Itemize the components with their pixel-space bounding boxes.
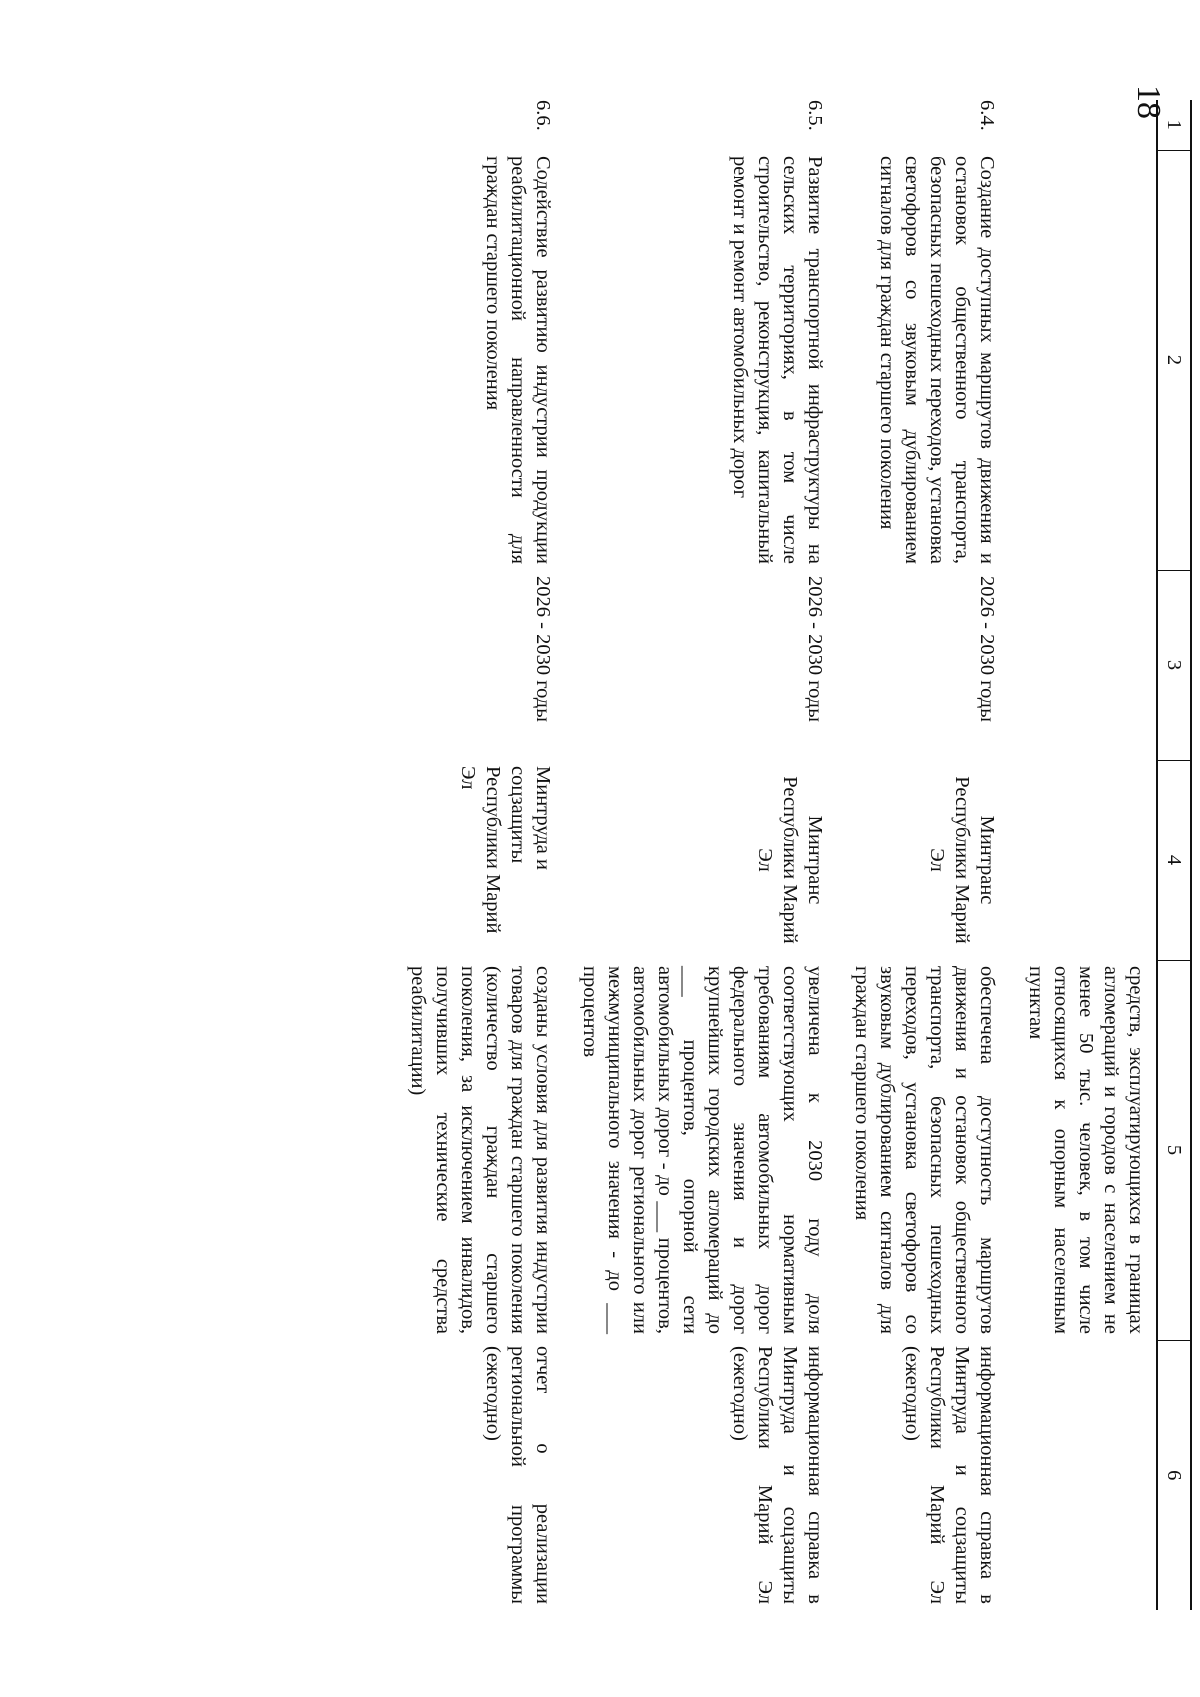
continuation-text: средств, эксплуатирующихся в границах агломераций и городов с населением не менее 50 тыс. человек, в том числе относящихся к опорным населенным пунктам bbox=[1025, 966, 1147, 1334]
page-number: 18 bbox=[1130, 85, 1167, 119]
table-header-row bbox=[1157, 100, 1191, 1610]
result-cell: созданы условия для развития индустрии товаров для граждан старшего поколения (количество граждан старшего поколения, за исключением инвалидов, получивших технические средства реабилитации) bbox=[407, 966, 554, 1334]
measure-cell: Развитие транспортной инфраструктуры на сельских территориях, в том числе строительство, реконструкция, капитальный ремонт и ремонт автомобильных дорог bbox=[729, 156, 826, 564]
table-row bbox=[391, 100, 563, 1610]
responsible-cell: Минтранс Республики Марий Эл bbox=[926, 776, 998, 944]
column-header-1: 1 bbox=[1157, 100, 1191, 150]
result-cell: обеспечена доступность маршрутов движения и остановок общественного транспорта, безопасных пешеходных переходов, установка светофоров со звуковым дублированием сигналов для граждан старшего поколения bbox=[851, 966, 998, 1334]
responsible-cell: Минтранс Республики Марий Эл bbox=[754, 776, 826, 944]
responsible-cell: Минтруда и соцзащиты Республики Марий Эл bbox=[457, 766, 554, 934]
period-cell: 2026 - 2030 годы bbox=[976, 576, 998, 722]
table-row bbox=[835, 100, 1007, 1610]
measure-cell: Создание доступных маршрутов движения и остановок общественного транспорта, безопасных пешеходных переходов, установка светофоров со звуковым дублированием сигналов для граждан старшего поколения bbox=[876, 156, 998, 564]
row-number: 6.5. bbox=[804, 100, 826, 131]
column-header-4: 4 bbox=[1157, 760, 1191, 960]
period-cell: 2026 - 2030 годы bbox=[804, 576, 826, 722]
column-header-3: 3 bbox=[1157, 570, 1191, 760]
control-cell: информационная справка в Минтруда и соцзащиты Республики Марий Эл (ежегодно) bbox=[901, 1346, 998, 1604]
column-header-6: 6 bbox=[1157, 1340, 1191, 1610]
rotated-table-sheet bbox=[52, 100, 1192, 1610]
measures-table bbox=[391, 100, 1192, 1610]
continuation-row bbox=[1007, 100, 1157, 1610]
table-row bbox=[563, 100, 835, 1610]
column-header-5: 5 bbox=[1157, 960, 1191, 1340]
column-header-2: 2 bbox=[1157, 150, 1191, 570]
row-number: 6.4. bbox=[976, 100, 998, 131]
measure-cell: Содействие развитию индустрии продукции реабилитационной направленности для граждан старшего поколения bbox=[482, 156, 554, 564]
control-cell: информационная справка в Минтруда и соцзащиты Республики Марий Эл (ежегодно) bbox=[729, 1346, 826, 1604]
period-cell: 2026 - 2030 годы bbox=[532, 576, 554, 722]
control-cell: отчет о реализации региональной программы (ежегодно) bbox=[482, 1346, 554, 1604]
row-number: 6.6. bbox=[532, 100, 554, 131]
result-cell: увеличена к 2030 году доля соответствующих нормативным требованиям автомобильных дорог федерального значения и дорог крупнейших городских агломераций до ___ процентов, опорной сети автомобильных дорог - до ___ процентов, автомобильных дорог регионального или межмуниципального значения - до ___ процентов bbox=[579, 966, 826, 1334]
